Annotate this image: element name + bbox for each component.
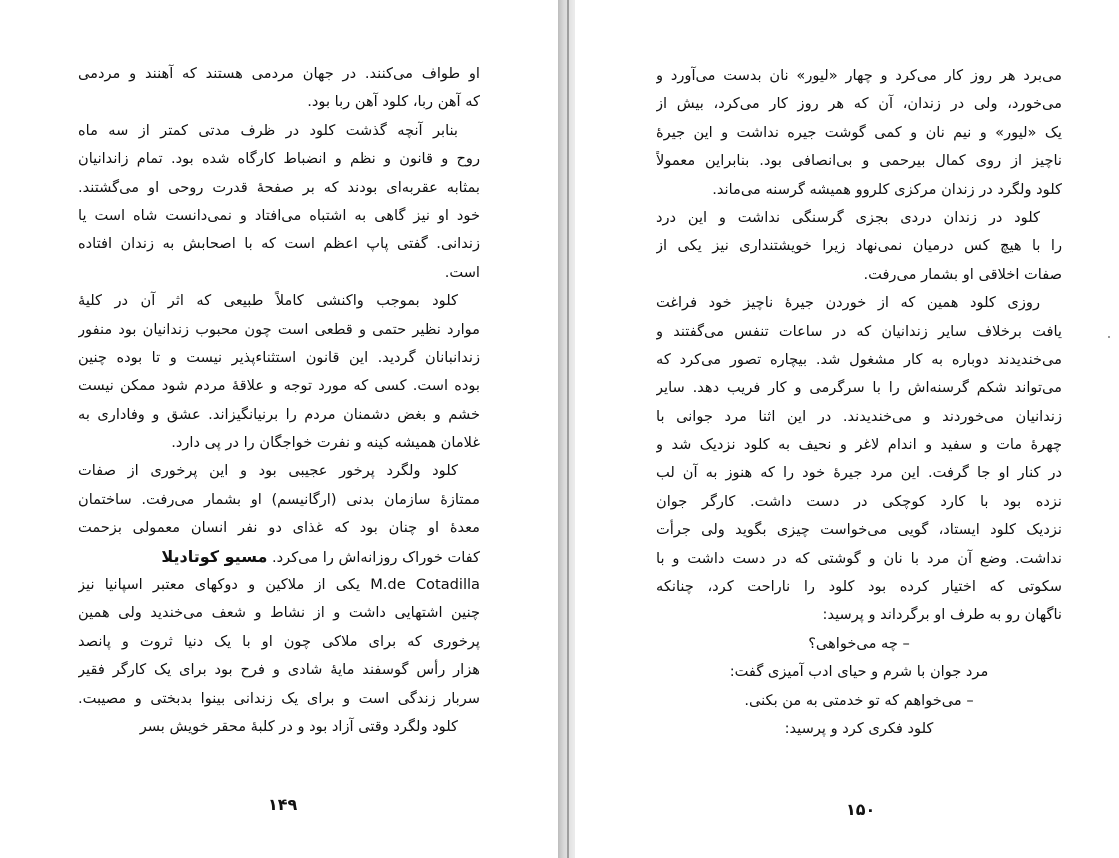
dialogue-line: کلود فکری کرد و پرسید: <box>784 719 934 737</box>
dialogue-line: – چه می‌خواهی؟ <box>808 634 910 652</box>
text-line: پرخوری که برای ملاکی چون او با یک دنیا ثروت و پانصد <box>78 632 480 650</box>
text-line: معدهٔ او چنان بود که غذای دو نفر انسان معمولی بزحمت <box>78 519 480 537</box>
text-line: صفات اخلاقی او بشمار می‌رفت. <box>863 265 1062 283</box>
text-fragment: کفات خوراک روزانه‌اش را می‌کرد. <box>272 548 480 566</box>
text-line: نزده بود با کارد کوچکی در دست داشت. کارگر جوان <box>656 492 1062 510</box>
text-line: روزی کلود همین که از خوردن جیرهٔ ناچیز خود فراغت <box>656 294 1040 312</box>
page-number: ۱۵۰ <box>846 800 876 819</box>
text-line: نزدیک کلود ایستاد، گویی می‌خواست چیزی بگوید ولی جرأت <box>656 521 1062 539</box>
text-line: کلود ولگرد پرخور عجیبی بود و این پرخوری از صفات <box>78 462 458 480</box>
left-page <box>0 0 558 858</box>
text-line: می‌خورد، ولی در زندان، آن که هر روز کار می‌کرد، بیش از <box>656 95 1062 113</box>
text-line: کلود بموجب واکنشی کاملاً طبیعی که اثر آن در کلیهٔ <box>78 292 458 310</box>
right-page-text <box>656 62 1062 743</box>
text-line: کلود ولگرد وقتی آزاد بود و در کلبهٔ محقر خویش بسر <box>139 717 458 735</box>
gutter-divider <box>567 0 569 858</box>
text-line: است. <box>444 263 480 281</box>
text-line: بنابر آنچه گذشت کلود در ظرف مدتی کمتر از سه ماه <box>78 121 458 139</box>
text-line: هزار رأس گوسفند مایهٔ شادی و فرح بود برای یک کارگر فقیر <box>78 661 480 679</box>
text-line: او طواف می‌کنند. در جهان مردمی هستند که آهنند و مردمی <box>78 65 480 82</box>
text-line: موارد نظیر حتمی و قطعی است چون محبوب زندانیان بود منفور <box>78 320 480 338</box>
text-line: روح و قانون و نظم و انضباط کارگاه شده بود. تمام زاندانیان <box>78 150 480 168</box>
text-line: یک «لیور» و نیم نان و کمی گوشت جیره نداشت و این جیرهٔ <box>656 123 1062 141</box>
text-line: ممتازهٔ سازمان بدنی (ارگانیسم) او بشمار می‌رفت. ساختمان <box>78 490 480 508</box>
text-line: می‌خندیدند دوباره به کار مشغول شد. بیچاره تصور می‌کرد که <box>656 350 1062 368</box>
dialogue-line: – می‌خواهم که تو خدمتی به من بکنی. <box>744 691 974 709</box>
left-page-text <box>78 60 480 741</box>
text-line: زندانبانان گردید. این قانون استثناءپذیر نیست و تا بوده چنین <box>78 348 480 366</box>
text-line: سربار زندگی است و برای یک زندانی بینوا بدبختی و مصیبت. <box>78 689 480 707</box>
text-line: زندانی. گفتی پاپ اعظم است که با اصحابش به زندان افتاده <box>78 235 480 253</box>
text-line: را با هیچ کس درمیان نمی‌نهاد زیرا خویشتنداری نیز یکی از <box>656 237 1062 255</box>
dialogue-line: مرد جوان با شرم و حیای ادب آمیزی گفت: <box>729 663 989 681</box>
text-line: می‌تواند شکم گرسنه‌اش را با سرگرمی و کار فریب دهد. سایر <box>656 379 1062 397</box>
text-line: بوده است. کسی که مورد توجه و علاقهٔ مردم شود ممکن نیست <box>78 377 480 395</box>
text-line: خود او نیز گاهی به اشتباه می‌افتاد و نمی‌دانست شاه است یا <box>78 206 480 224</box>
text-line: کلود ولگرد در زندان مرکزی کلروو همیشه گرسنه می‌ماند. <box>712 180 1062 198</box>
text-line: یافت برخلاف سایر زندانیان که در ساعات تنفس می‌گفتند و <box>656 322 1062 340</box>
text-line: زندانیان می‌خوردند و می‌خندیدند. در این اثنا مرد جوانی با <box>656 407 1062 425</box>
text-line: می‌برد هر روز کار می‌کرد و چهار «لیور» نان بدست می‌آورد و <box>656 67 1062 84</box>
text-line: خشم و بغض دشمنان مردم را برنیانگیزاند. عشق و وفاداری به <box>78 405 480 423</box>
text-line: ناچیز از روی کمال بیرحمی و بی‌انصافی بود. بنابراین معمولاً <box>656 152 1062 170</box>
text-line: سکوتی که اختیار کرده بود کلود را ناراحت کرد، چنانکه <box>656 578 1062 596</box>
text-line: غلامان همیشه کینه و نفرت خواجگان را در پی دارد. <box>171 434 480 452</box>
page-number: ۱۴۹ <box>268 795 298 814</box>
text-line: ناگهان رو به طرف او برگرداند و پرسید: <box>822 606 1062 624</box>
text-line: در کنار او جا گرفت. این مرد جیرهٔ خود را که هنوز به آن لب <box>656 464 1062 482</box>
scan-speck <box>1108 336 1110 338</box>
highlighted-name: مسیو کوتادیلا <box>161 546 268 566</box>
text-line: چنین اشتهایی داشت و از نشاط و شعف می‌خندید ولی همین <box>78 604 480 622</box>
text-line: چهرهٔ مات و سفید و اندام لاغر و نحیف به کلود نزدیک شد و <box>656 436 1062 454</box>
text-line: نداشت. وضع آن مرد با نان و گوشتی که در دست داشت و با <box>656 549 1062 567</box>
text-line: بمثابه عقربه‌ای بودند که بر صفحهٔ قدرت روحی او می‌گشتند. <box>78 178 480 196</box>
text-line: که آهن ربا، کلود آهن ربا بود. <box>307 93 480 111</box>
text-line <box>78 543 480 571</box>
text-line: کلود در زندان دردی بجزی گرسنگی نداشت و این درد <box>656 208 1040 226</box>
text-line: M.de Cotadilla یکی از ملاکین و دوکهای معتبر اسپانیا نیز <box>78 576 480 594</box>
